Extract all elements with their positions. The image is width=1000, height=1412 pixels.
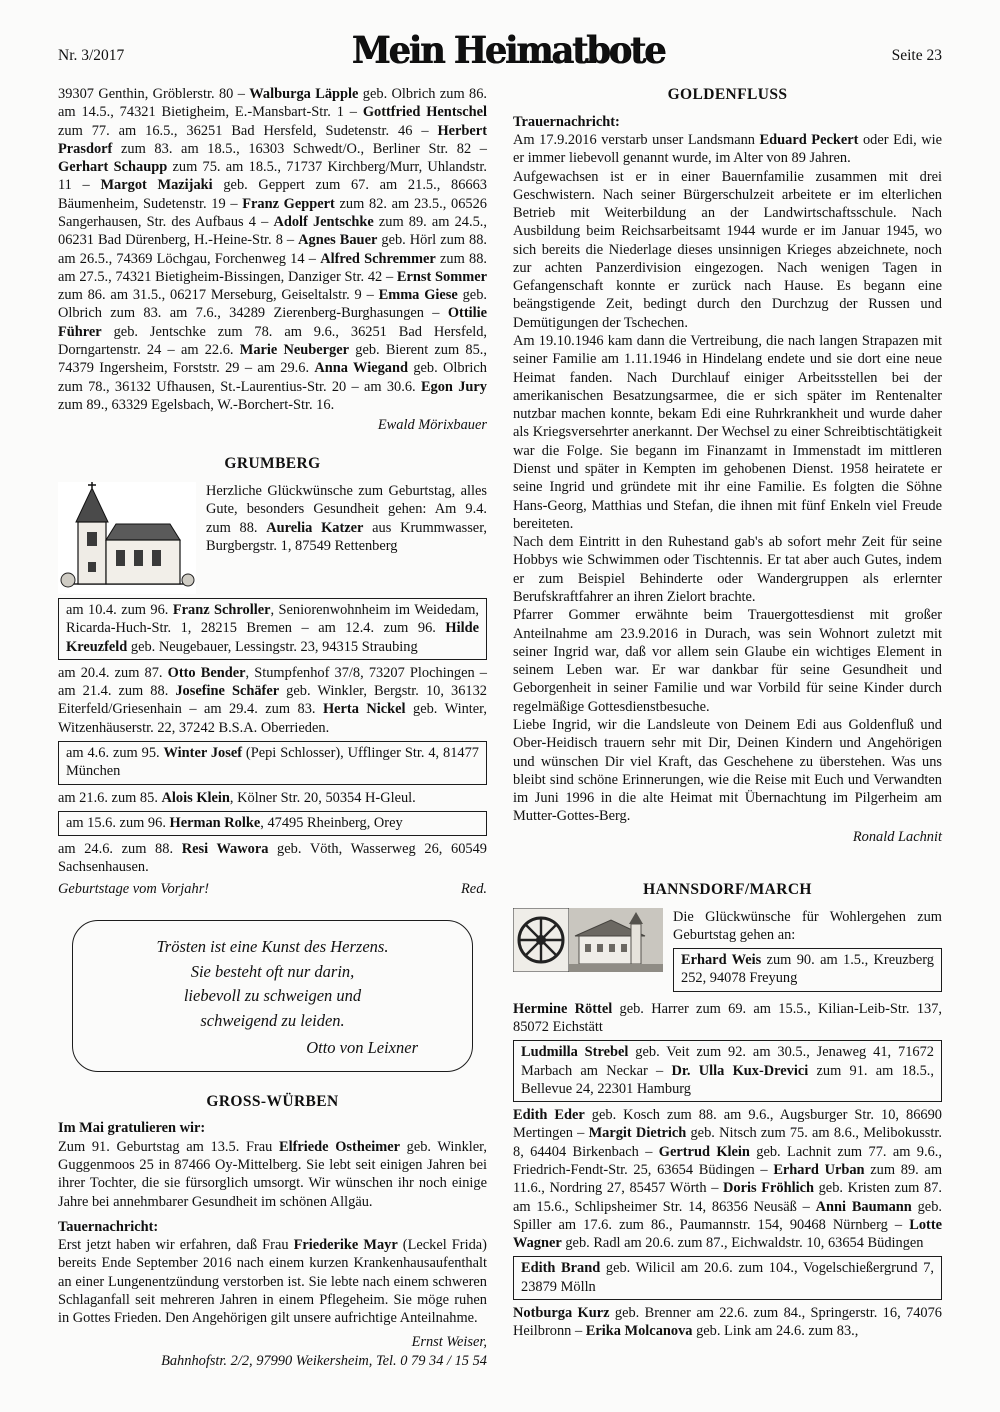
goldenfluss-signature: Ronald Lachnit [852,828,942,845]
footnote-right: Red. [461,880,487,897]
grumberg-media-row [58,482,487,594]
quote-box [72,920,473,1072]
goldenfluss-paragraph-3: Am 19.10.1946 kam dann die Vertreibung, die nach langen Strapazen mit seiner Familie am 1.11.1946 in Hindelang endete und sie dort eine neue Heimat fanden. Nach Durchlauf einiger Arbeitsstellen bei der amerikanischen Besatzungsarmee, die er sich später im Rentenalter nutzbar machen konnte, bekam Edi eine Ruhrkrankheit und wurde daher als Kriegsversehrter anerkannt. Der Wechsel zu einer Schreibtischtätigkeit war die Folge. Sie begann im Finanzamt in Immenstadt im mittleren Dienst und später in Kempten im gehobenen Dienst. 1958 heiratete er seine Ingrid und gründete mit ihr eine Familie. Es folgten die Söhne Hans-Georg, Matthias und Stefan, die ihnen mit fünf Enkeln viel Freude bereiteten. [513,333,942,532]
grumberg-paragraph-bender: am 20.4. zum 87. Otto Bender, Stumpfenhof 37/8, 73207 Plochingen – am 21.4. zum 88. Josefine Schäfer geb. Winkler, Bergstr. 10, 36132 Eiterfeld/Griesenhain – am 29.4. zum 83. Herta Nickel geb. Winter, Witzenhäuserstr. 22, 37242 B.S.A. Oberrieden. [58,664,487,736]
quote-attribution: Otto von Leixner [306,1037,418,1057]
section-heading-grosswuerben: GROSS-WÜRBEN [206,1092,339,1110]
quote-line: Trösten ist eine Kunst des Herzens. [156,936,389,956]
section-heading-goldenfluss: GOLDENFLUSS [667,86,788,103]
quote-line: schweigend zu leiden. [200,1011,345,1031]
issue-number: Nr. 3/2017 [58,47,125,64]
goldenfluss-paragraph-5: Pfarrer Gommer erwähnte beim Trauergottesdienst mit großer Anteilnahme am 23.9.2016 in Durach, was sein Wohnort zuletzt mit seiner Ingrid war, daß vor allem sein Glaube ein wichtiges Element in seinem Leben war. Er war dankbar für seine Gesundheit und Geborgenheit in seiner Familie und war Vorbild für seine Kinder durch regelmäßige Gottesdienstbesuche. [513,607,942,715]
grumberg-intro-paragraph: Herzliche Glückwünsche zum Geburtstag, alles Gute, besonders Gesundheit gehen: Am 9.4. zum 88. Aurelia Katzer aus Krummwasser, Burgbergstr. 1, 87549 Rettenberg [206,483,488,554]
hannsdorf-intro-block [673,908,942,996]
hannsdorf-box-strebel: Ludmilla Strebel geb. Veit zum 92. am 30.5., Jenaweg 41, 71672 Marbach am Neckar – Dr. Ulla Kux-Drevici zum 91. am 18.5., Bellevue 24, 22301 Hamburg [513,1040,942,1102]
hannsdorf-box-brand: Edith Brand geb. Wilicil am 20.6. zum 104., Vogelschießergrund 7, 23879 Mölln [513,1256,942,1300]
hannsdorf-intro-paragraph: Die Glückwünsche für Wohlergehen zum Geburtstag gehen an: [673,908,942,943]
grosswuerben-lead-tauernachricht: Tauernachricht: [58,1218,159,1235]
church-drawing-image [58,482,196,594]
goldenfluss-paragraph-4: Nach dem Eintritt in den Ruhestand gab's ab sofort mehr Zeit für seine Hobbys wie Schwimmen oder Tischtennis. Er tat aber auch Gutes, indem er zum Beispiel Behinderte oder Wandergruppen als erlernter Berufskraftfahrer an ihren Zielort brachte. [513,534,942,605]
grosswuerben-lead-gratulieren: Im Mai gratulieren wir: [58,1120,206,1137]
quote-line: liebevoll zu schweigen und [183,986,362,1006]
columns [58,85,942,1370]
hannsdorf-paragraph-kurz: Notburga Kurz geb. Brenner am 22.6. zum 84., Springerstr. 16, 74076 Heilbronn – Erika Molcanova geb. Link am 24.6. zum 83., [513,1304,943,1340]
hannsdorf-crest-photo-image [513,908,663,972]
left-column [58,85,487,1370]
section-heading-grumberg: GRUMBERG [224,455,321,473]
masthead-logo: Mein Heimatbote [351,28,665,73]
goldenfluss-paragraph-1: Am 17.9.2016 verstarb unser Landsmann Eduard Peckert oder Edi, wie er immer liebevoll genannt wurde, im Alter von 89 Jahren. [513,131,942,167]
goldenfluss-paragraph-6: Liebe Ingrid, wir die Landsleute von Deinem Edi aus Goldenfluß und Ober-Heidisch trauern sehr mit Dir, Deinen Kindern und Angehörigen und wünschen Dir viel Kraft, das Geschehene zu überstehen. Was uns bleibt sind schöne Erinnerungen, wie die Reise mit Euch und Verwandten im Juni 1996 in die alte Heimat mit Übernachtung im Pilgerheim am Mutter-Gottes-Berg. [513,716,942,825]
right-column [513,85,942,1370]
page-number: Seite 23 [891,47,942,64]
birthday-list-paragraph: 39307 Genthin, Gröblerstr. 80 – Walburga Läpple geb. Olbrich zum 86. am 14.5., 74321 Bietigheim, E.-Mansbart-Str. 1 – Gottfried Hentschel zum 77. am 16.5., 36251 Bad Hersfeld, Sudetenstr. 46 – Herbert Prasdorf zum 83. am 18.5., 16303 Schwedt/O., Berliner Str. 82 – Gerhart Schaupp zum 75. am 18.5., 71737 Kirchberg/Murr, Uhlandstr. 11 – Margot Mazijaki geb. Geppert zum 67. am 21.5., 86663 Bäumenheim, Sudetenstr. 19 – Franz Geppert zum 82. am 23.5., 06526 Sangerhausen, Str. des Aufbaus 4 – Adolf Jentschke zum 89. am 24.5., 06231 Bad Dürenberg, H.-Heine-Str. 8 – Agnes Bauer geb. Hörl zum 88. am 26.5., 74369 Löchgau, Forchenweg 14 – Alfred Schremmer zum 88. am 27.5., 74321 Bietigheim-Bissingen, Danziger Str. 42 – Ernst Sommer zum 86. am 31.5., 06217 Merseburg, Geiseltalstr. 9 – Emma Giese geb. Olbrich zum 83. am 7.6., 34289 Zierenberg-Burghasungen – Ottilie Führer geb. Jentschke zum 78. am 9.6., 36251 Bad Hersfeld, Dorngartenstr. 24 – am 22.6. Marie Neuberger geb. Bierent zum 85., 74379 Ingersheim, Forststr. 29 – am 29.6. Anna Wiegand geb. Olbrich zum 78., 36132 Ufhausen, St.-Laurentius-Str. 20 – am 30.6. Egon Jury zum 89., 63329 Egelsbach, W.-Borchert-Str. 16. [58,86,487,413]
quote-line: Sie besteht oft nur darin, [190,961,355,981]
page-header [58,30,942,71]
grumberg-box-rolke: am 15.6. zum 96. Herman Rolke, 47495 Rheinberg, Orey [58,811,487,836]
grosswuerben-signature-address: Bahnhofstr. 2/2, 97990 Weikersheim, Tel. 0 79 34 / 15 54 [161,1352,487,1369]
grumberg-box-schroller: am 10.4. zum 96. Franz Schroller, Seniorenwohnheim im Weidedam, Ricarda-Huch-Str. 1, 28215 Bremen – am 12.4. zum 96. Hilde Kreuzfeld geb. Neugebauer, Lessingstr. 23, 94315 Straubing [58,598,487,660]
grosswuerben-paragraph-ostheimer: Zum 91. Geburtstag am 13.5. Frau Elfriede Ostheimer geb. Winkler, Guggenmoos 25 in 87466 Oy-Mittelberg. Sie lebt seit einigen Jahren bei ihrer Tochter, die sie fürsorglich umsorgt. Wir wünschen ihr noch einige Jahre bei annehmbarer Gesundheit im schönen Allgäu. [58,1138,487,1210]
birthday-list-signature: Ewald Mörixbauer [377,417,487,434]
goldenfluss-lead-trauernachricht: Trauernachricht: [513,113,620,130]
hannsdorf-paragraph-eder: Edith Eder geb. Kosch zum 88. am 9.6., Augsburger Str. 10, 86690 Mertingen – Margit Dietrich geb. Nitsch zum 75. am 8.6., Melibokusstr. 8, 64404 Birkenbach – Gertrud Klein geb. Lachnit zum 77. am 9.6., Friedrich-Fendt-Str. 25, 63654 Büdingen – Erhard Urban zum 89. am 11.6., Nordring 27, 85457 Wörth – Doris Fröhlich geb. Kristen zum 87. am 15.6., Schlipsheimer Str. 14, 86356 Neusäß – Anni Baumann geb. Spiller am 17.6. zum 86., Paumannstr. 154, 90468 Nürnberg – Lotte Wagner geb. Radl am 20.6. zum 87., Eichwaldstr. 10, 63654 Büdingen [513,1107,943,1252]
grumberg-paragraph-wawora: am 24.6. zum 88. Resi Wawora geb. Vöth, Wasserweg 26, 60549 Sachsenhausen. [58,841,487,876]
grumberg-box-winter: am 4.6. zum 95. Winter Josef (Pepi Schlosser), Ufflinger Str. 4, 81477 München [58,741,487,785]
grosswuerben-paragraph-mayr: Erst jetzt haben wir erfahren, daß Frau Friederike Mayr (Leckel Frida) bereits Ende September 2016 nach einem kurzen Krankenhausaufenthalt an einer Lungenentzündung verstorben ist. Sie lebte nach einem schweren Schlaganfall seit mehreren Jahren in einem Pflegeheim. Sie möge ruhen in Gottes Frieden. Den Angehörigen gilt unsere aufrichtige Anteilnahme. [58,1237,487,1327]
hannsdorf-paragraph-roettel: Hermine Röttel geb. Harrer zum 69. am 15.5., Kilian-Leib-Str. 137, 85072 Eichstätt [513,1000,943,1035]
grumberg-paragraph-klein: am 21.6. zum 85. Alois Klein, Kölner Str. 20, 50354 H-Gleul. [58,789,416,806]
grosswuerben-signature-name: Ernst Weiser, [411,1334,487,1351]
section-heading-hannsdorf: HANNSDORF/MARCH [643,880,812,898]
goldenfluss-paragraph-2: Aufgewachsen ist er in einer Bauernfamilie zusammen mit drei Geschwistern. Nach seiner Bürgerschulzeit arbeitete er im elterlichen Betrieb mit Weiterbildung an der Landwirtschaftsschule. Nach Ausbildung beim Reichsarbeitsamt 1944 wurde er im Januar 1945, wo sich bereits die Niederlage dieses unsinnigen Krieges abzeichnete, noch zur achten Panzerdivision eingezogen. Nach wenigen Tagen in Gefangenschaft konnte er zurück nach Hause. Es begann eine beängstigende Zeit, bedingt durch den Durchzug der Russen und Demütigungen der Tschechen. [513,168,942,331]
hannsdorf-box-weis: Erhard Weis zum 90. am 1.5., Kreuzberg 252, 94078 Freyung [673,948,942,992]
grumberg-footline [58,880,487,898]
hannsdorf-media-row [513,908,942,996]
footnote-left: Geburtstage vom Vorjahr! [58,880,210,897]
